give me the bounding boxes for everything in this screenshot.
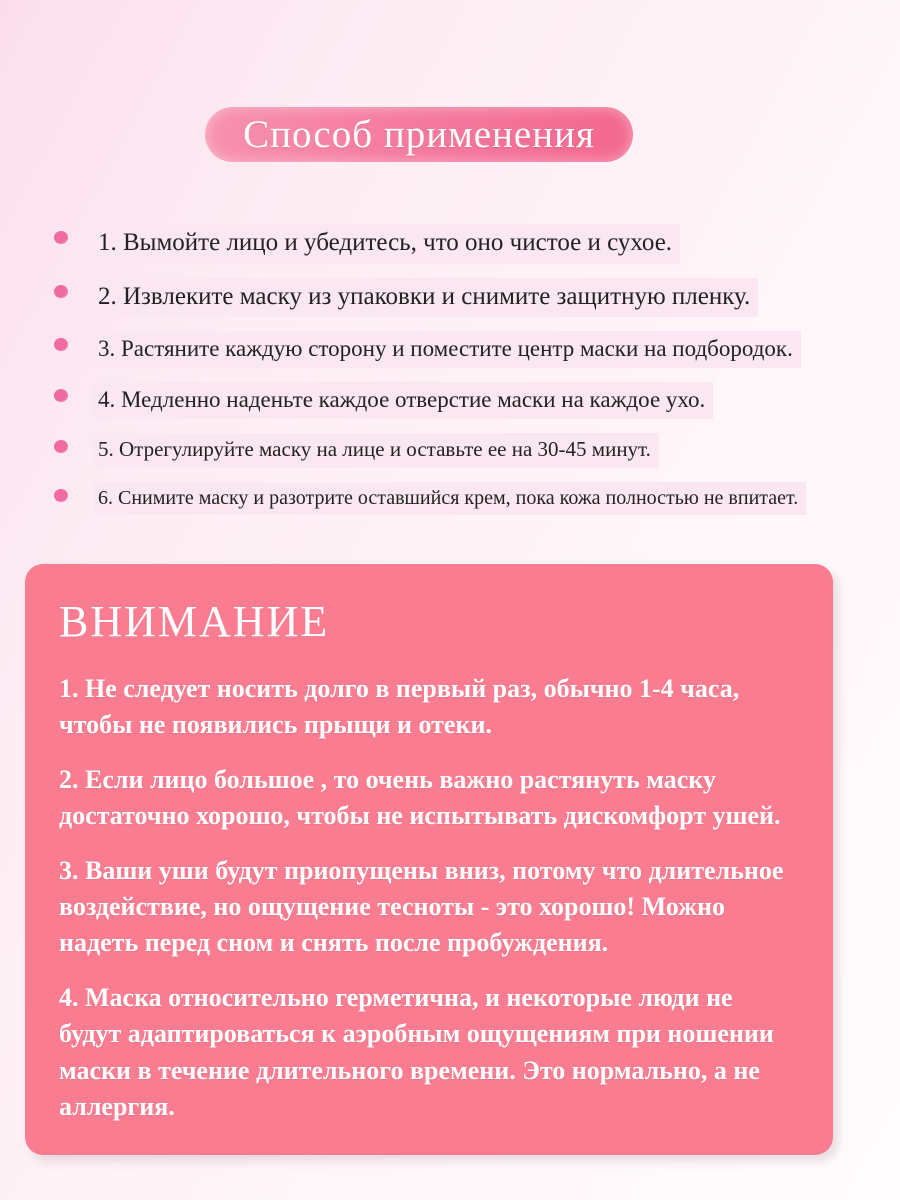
step-text: 4. Медленно наденьте каждое отверстие маски на каждое ухо.: [94, 382, 713, 419]
warning-paragraph: 2. Если лицо большое , то очень важно растянуть маску достаточно хорошо, чтобы не испытывать дискомфорт ушей.: [59, 764, 781, 831]
bullet-dot-icon: [54, 231, 68, 244]
bullet-dot-icon: [54, 338, 68, 351]
step-text: 5. Отрегулируйте маску на лице и оставьте ее на 30-45 минут.: [94, 433, 659, 468]
list-item: [48, 331, 890, 368]
bullet-dot-icon: [54, 389, 68, 402]
list-item: [48, 278, 890, 318]
section-title: Способ применения: [243, 113, 595, 156]
bullet-dot-icon: [54, 440, 68, 453]
bullet-dot-icon: [54, 285, 68, 298]
step-text: 2. Извлеките маску из упаковки и снимите защитную пленку.: [94, 278, 758, 318]
instruction-list: [48, 224, 890, 529]
list-item: [48, 224, 890, 264]
warning-paragraph: 3. Ваши уши будут приопущены вниз, потому что длительное воздействие, но ощущение тесноты - это хорошо! Можно надеть перед сном и снять после пробуждения.: [59, 855, 784, 958]
warning-panel: [25, 564, 833, 1155]
section-title-badge: [205, 107, 633, 162]
list-item: [48, 433, 890, 468]
bullet-dot-icon: [54, 489, 68, 502]
warning-heading: ВНИМАНИЕ: [59, 597, 330, 646]
list-item: [48, 482, 890, 515]
warning-paragraph: 1. Не следует носить долго в первый раз, обычно 1-4 часа, чтобы не появились прыщи и отеки.: [59, 674, 740, 740]
step-text: 6. Снимите маску и разотрите оставшийся крем, пока кожа полностью не впитает.: [94, 482, 806, 515]
step-text: 1. Вымойте лицо и убедитесь, что оно чистое и сухое.: [94, 224, 680, 264]
warning-paragraph: 4. Маска относительно герметична, и некоторые люди не будут адаптироваться к аэробным ощущениям при ношении маски в течение длительного времени. Это нормально, а не аллергия.: [59, 982, 774, 1121]
list-item: [48, 382, 890, 419]
step-text: 3. Растяните каждую сторону и поместите центр маски на подбородок.: [94, 331, 801, 368]
